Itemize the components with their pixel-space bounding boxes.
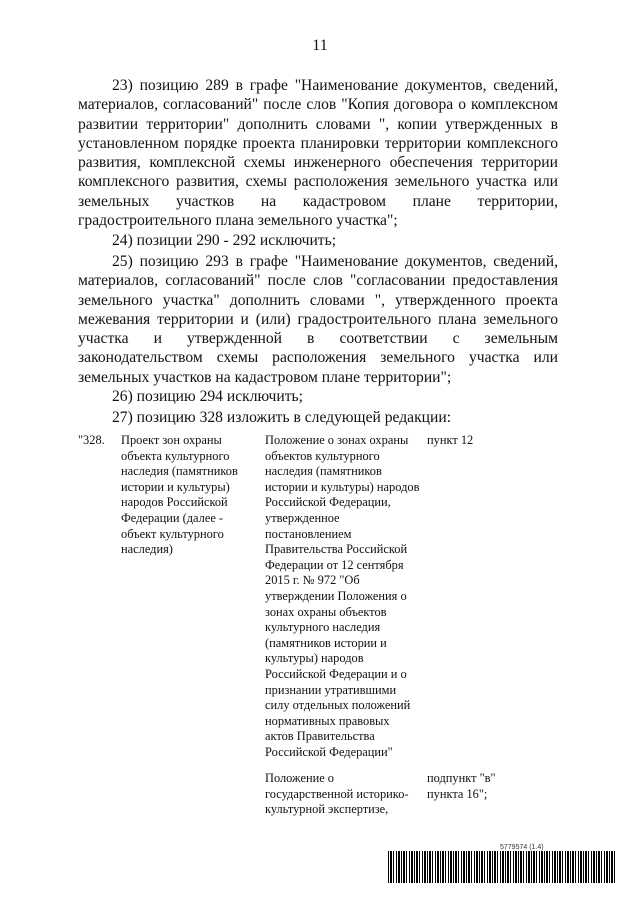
paragraph-23: 23) позицию 289 в графе "Наименование документов, сведений, материалов, согласований" после слов "Копия договора о комплексном развитии территории" дополнить словами ", копии утвержденных в установленном порядке проекта планировки территории комплексного развития, комплексной схемы инженерного обеспечения территории комплексного развития, схемы расположения земельного участка или земельных участков на кадастровом плане территории, градостроительного плана земельного участка"; <box>78 77 558 230</box>
table-document-name: Проект зон охраны объекта культурного наследия (памятников истории и культуры) народов Российской Федерации (далее - объект культурного наследия) <box>121 433 238 557</box>
table-legal-item-2: подпункт "в" пункта 16"; <box>427 771 496 801</box>
barcode-label: 5779574 (1.4) <box>500 844 544 851</box>
paragraph-24: 24) позиции 290 - 292 исключить; <box>112 232 337 249</box>
paragraph-26: 26) позицию 294 исключить; <box>112 388 303 405</box>
paragraph-27: 27) позицию 328 изложить в следующей редакции: <box>112 409 452 426</box>
table-legal-act-1: Положение о зонах охраны объектов культурного наследия (памятников истории и культуры) народов Российской Федерации, утвержденное постановлением Правительства Российской Федерации от 12 сентября 2015 г. № 972 "Об утверждении Положения о зонах охраны объектов культурного наследия (памятников истории и культуры) народов Российской Федерации и о признании утратившими силу отдельных положений нормативных правовых актов Правительства Российской Федерации" <box>265 433 420 759</box>
document-body <box>78 76 558 429</box>
table-legal-item-1: пункт 12 <box>427 433 474 447</box>
table-legal-act-2: Положение о государственной историко-культурной экспертизе, <box>265 771 409 817</box>
paragraph-25: 25) позицию 293 в графе "Наименование документов, сведений, материалов, согласований" после слов "согласовании предоставления земельного участка" дополнить словами ", утвержденного проекта межевания территории и (или) градостроительного плана земельного участка и утвержденной в соответствии с земельным законодательством схемы расположения земельного участка или земельных участков на кадастровом плане территории"; <box>78 253 558 386</box>
barcode-icon <box>388 851 615 883</box>
page-number: 11 <box>312 37 328 54</box>
table-position-number: "328. <box>78 433 105 447</box>
